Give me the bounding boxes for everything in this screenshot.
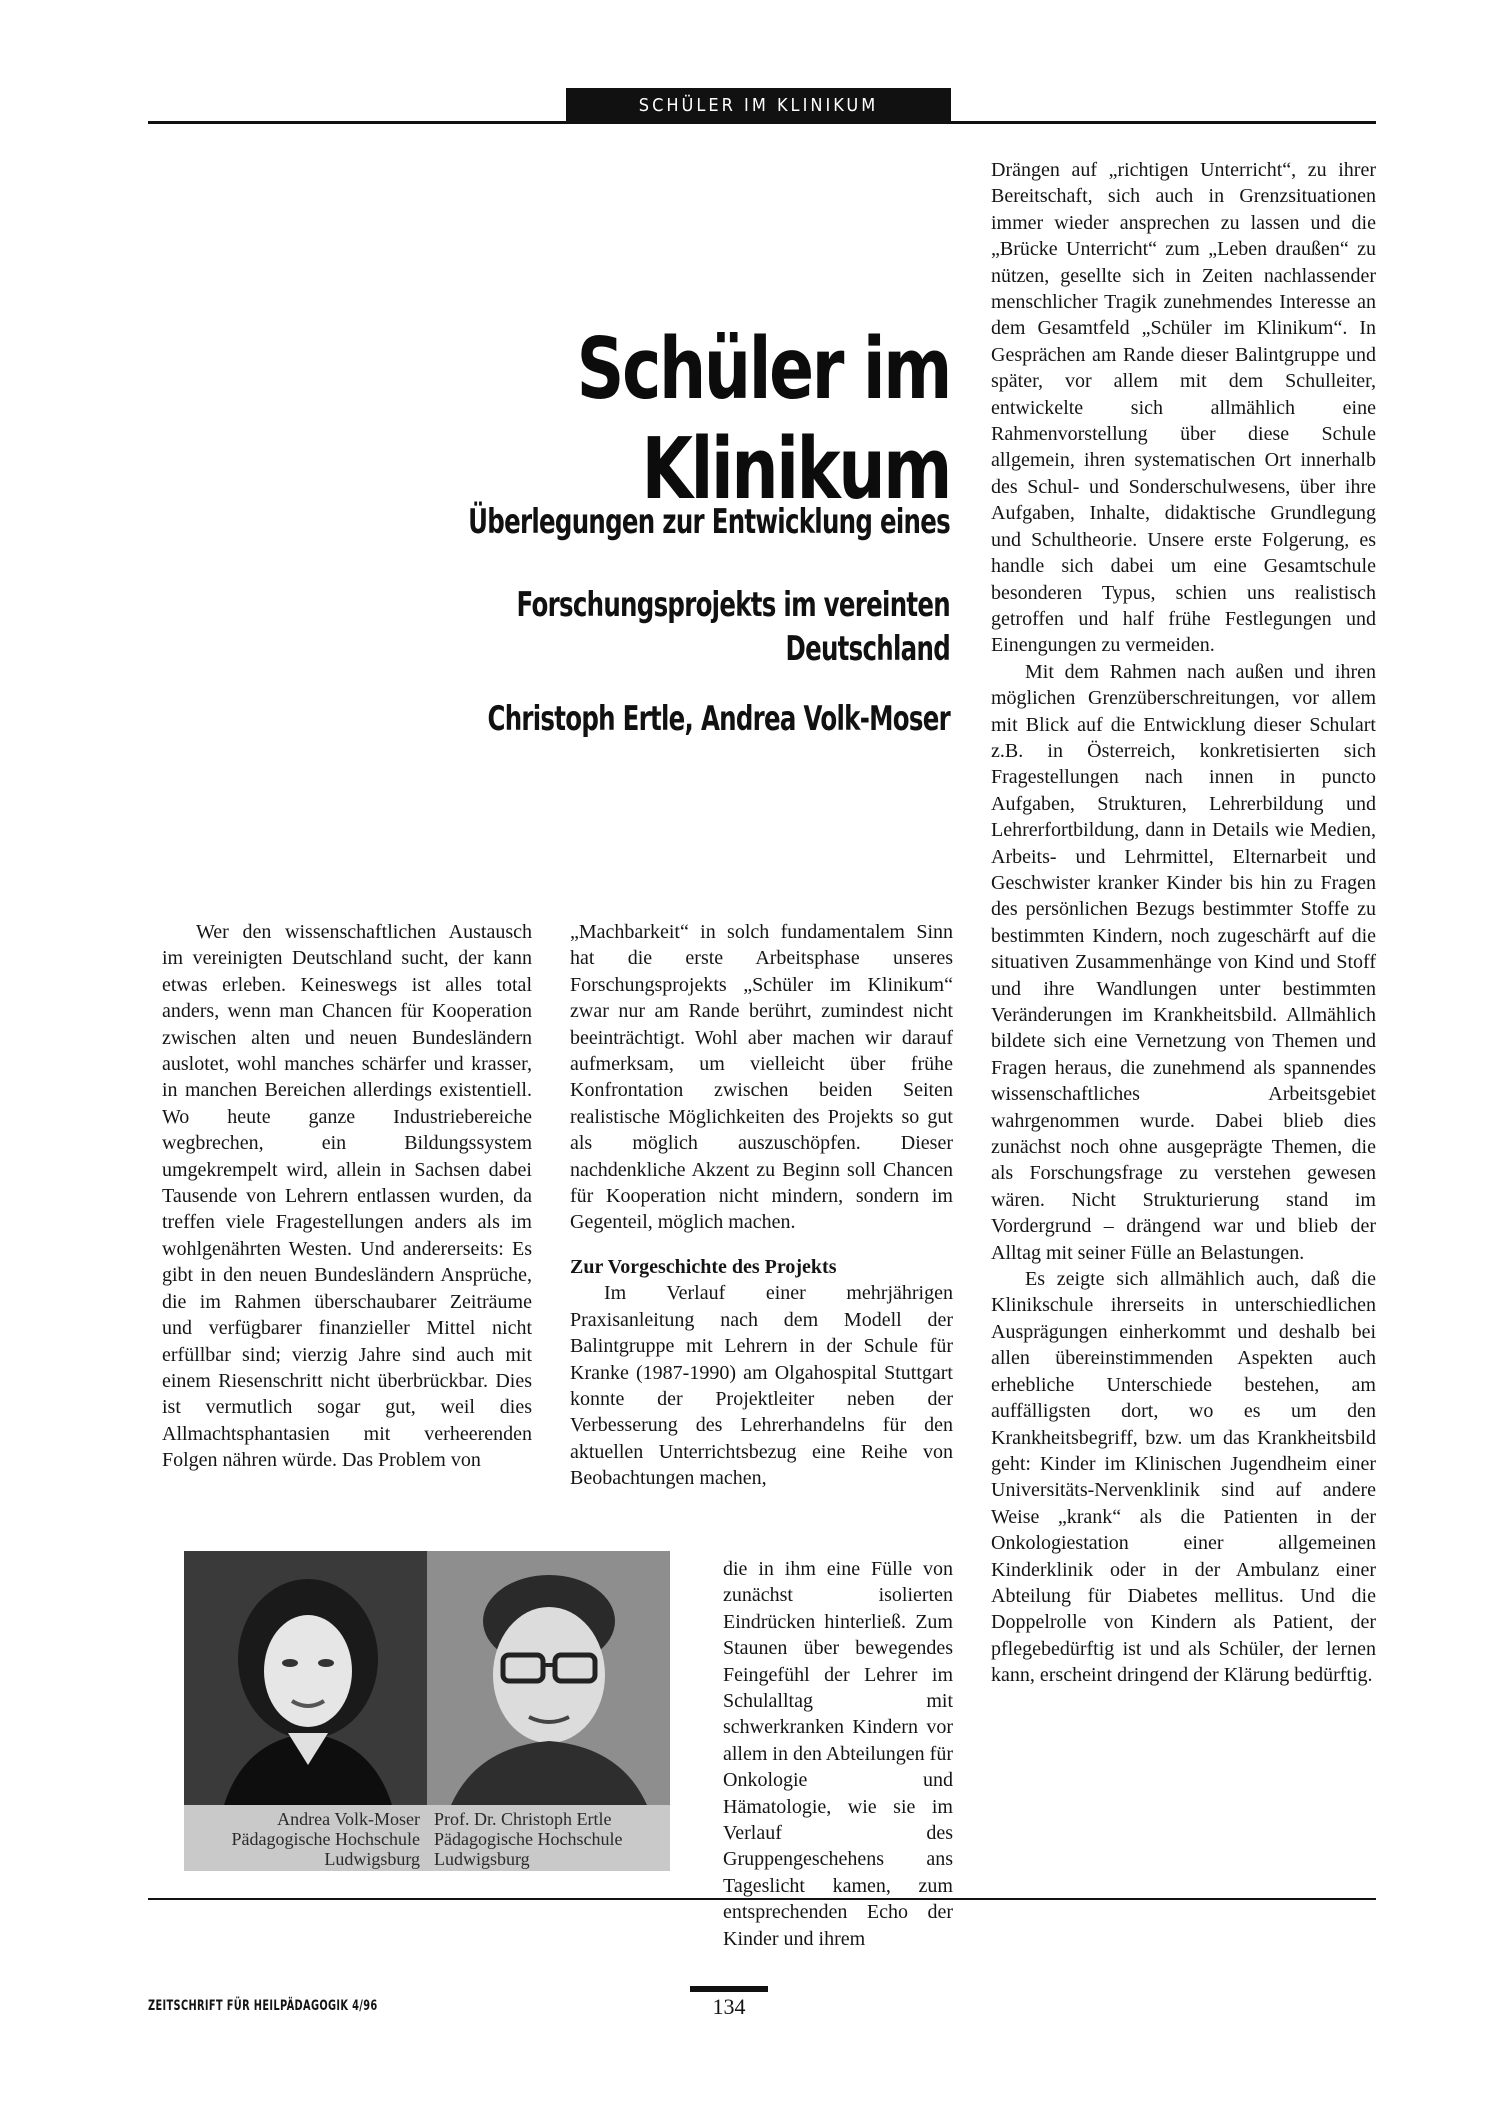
body-paragraph: Es zeigte sich allmählich auch, daß die Klinikschule ihrerseits in unterschiedlichen Ausprägungen einherkommt und deshalb bei allen übereinstimmenden Aspekten auch erhebliche Unterschiede bestehen, am auffälligsten dort, wo es um den Krankheitsbegriff, bzw. um das Krankheitsbild geht: Kinder im Klinischen Jugendheim einer Universitäts-Nervenklinik sind auf andere Weise „krank“ als die Patienten in der Onkologiestation einer allgemeinen Kinderklinik oder in der Ambulanz einer Abteilung für Diabetes mellitus. Und die Doppelrolle von Kindern als Patient, der pflegebedürftig ist und als Schüler, der lernen kann, erscheint dringend der Klärung bedürftig. — [991, 1268, 1376, 1687]
body-paragraph: Wer den wissenschaftlichen Austausch im vereinigten Deutschland sucht, der kann etwas erleben. Keineswegs ist alles total anders, wenn man Chancen für Kooperation zwischen alten und neuen Bundesländern auslotet, wohl manches schärfer und krasser, in manchen Bereichen allerdings existentiell. Wo heute ganze Industriebereiche wegbrechen, ein Bildungssystem umgekrempelt wird, allein in Sachsen dabei Tausende von Lehrern entlassen wurden, da treffen viele Fragestellungen anders als im wohlgenährten Westen. Und andererseits: Es gibt in den neuen Bundesländern Ansprüche, die im Rahmen überschaubarer Zeiträume und verfügbarer finanzieller Mittel nicht erfüllbar sind; vierzig Jahre sind auch mit einem Riesenschritt nicht überbrückbar. Dies ist vermutlich sogar gut, weil dies Allmachtsphantasien mit verheerenden Folgen nähren würde. Das Problem von — [162, 921, 532, 1472]
journal-name: ZEITSCHRIFT FÜR HEILPÄDAGOGIK 4/96 — [148, 1998, 378, 2014]
body-paragraph: „Machbarkeit“ in solch fundamentalem Sinn hat die erste Arbeitsphase unseres Forschungsprojekts „Schüler im Klinikum“ zwar nur am Rande berührt, zumindest nicht beeinträchtigt. Wohl aber machen wir darauf aufmerksam, um vielleicht über frühe Konfrontation zwischen beiden Seiten realistische Möglichkeiten des Projekts so gut als möglich auszuschöpfen. Dieser nachdenkliche Akzent zu Beginn soll Chancen für Kooperation nicht mindern, sondern im Gegenteil, möglich machen. — [570, 921, 953, 1234]
section-heading: Zur Vorgeschichte des Projekts — [570, 1255, 837, 1278]
photo-captions — [184, 1805, 670, 1871]
author-photos — [184, 1551, 670, 1871]
caption-name: Andrea Volk-Moser — [277, 1809, 420, 1829]
page-number: 134 — [712, 1994, 746, 2019]
page-number-bar — [690, 1986, 768, 1992]
body-column-left — [162, 919, 532, 1474]
author-photo-left — [184, 1551, 427, 1805]
photo-caption-left — [184, 1809, 420, 1869]
caption-institution: Pädagogische Hochschule — [231, 1829, 420, 1849]
header-rule — [148, 121, 1376, 124]
caption-institution: Pädagogische Hochschule — [434, 1829, 623, 1849]
article-subtitle-line-1: Überlegungen zur Entwicklung eines — [468, 502, 950, 542]
photo-caption-right — [434, 1809, 670, 1869]
body-column-middle — [570, 919, 953, 1492]
body-paragraph: die in ihm eine Fülle von zunächst isolierten Eindrücken hinterließ. Zum Staunen über bewegendes Feingefühl der Lehrer im Schulalltag mit schwerkranken Kindern vor allem in den Abteilungen für Onkologie und Hämatologie, wie sie im Verlauf des Gruppengeschehens ans Tageslicht kamen, zum entsprechenden Echo der Kinder und ihrem — [723, 1558, 953, 1950]
caption-name: Prof. Dr. Christoph Ertle — [434, 1809, 612, 1829]
article-subtitle-line-2: Forschungsprojekts im vereinten Deutschland — [516, 585, 950, 669]
body-paragraph: Drängen auf „richtigen Unterricht“, zu ihrer Bereitschaft, sich auch in Grenzsituationen immer wieder ansprechen zu lassen und die „Brücke Unterricht“ zum „Leben draußen“ zu nützen, gesellte sich in Zeiten nachlassender menschlicher Tragik zunehmendes Interesse an dem Gesamtfeld „Schüler im Klinikum“. In Gesprächen am Rande dieser Balintgruppe und später, vor allem mit dem Schulleiter, entwickelte sich allmählich eine Rahmenvorstellung über diese Schule allgemein, ihren systematischen Ort innerhalb des Schul- und Sonderschulwesens, über ihre Aufgaben, Inhalte, didaktische Grundlegung und Schultheorie. Unsere erste Folgerung, es handle sich dabei um eine Gesamtschule besonderen Typus, schien uns realistisch getroffen und half frühe Festlegungen und Einengungen zu vermeiden. — [991, 159, 1376, 657]
author-photo-right — [427, 1551, 670, 1805]
body-column-middle-narrow — [723, 1556, 953, 1952]
body-paragraph: Im Verlauf einer mehrjährigen Praxisanleitung nach dem Modell der Balintgruppe mit Lehrern in der Schule für Kranke (1987-1990) am Olgahospital Stuttgart konnte der Projektleiter neben der Verbesserung des Lehrerhandelns für den aktuellen Unterrichtsbezug eine Reihe von Beobachtungen machen, — [570, 1282, 953, 1490]
article-title: Schüler im Klinikum — [576, 320, 950, 519]
body-paragraph: Mit dem Rahmen nach außen und ihren möglichen Grenzüberschreitungen, vor allem mit Blick auf die Entwicklung dieser Schulart z.B. in Österreich, konkretisierten sich Fragestellungen nach innen in puncto Aufgaben, Strukturen, Lehrerbildung und Lehrerfortbildung, dann in Details wie Medien, Arbeits- und Lehrmittel, Elternarbeit und Geschwister kranker Kinder bis hin zu Fragen des persönlichen Bezugs bestimmter Stoffe zu bestimmten Kindern, noch zugeschärft auf die situativen Zusammenhänge von Kind und Stoff und ihre Wandlungen unter bestimmten Veränderungen im Krankheitsbild. Allmählich bildete sich eine Vernetzung von Themen und Fragen heraus, die zunehmend als spannendes wissenschaftliches Arbeitsgebiet wahrgenommen wurde. Dabei blieb dies zunächst noch ohne ausgeprägte Themen, die als Forschungsfrage zu verstehen gewesen wären. Nicht Strukturierung stand im Vordergrund – drängend war und blieb der Alltag mit seiner Fülle an Belastungen. — [991, 660, 1376, 1264]
caption-city: Ludwigsburg — [324, 1849, 420, 1869]
running-head: SCHÜLER IM KLINIKUM — [566, 88, 951, 124]
article-authors: Christoph Ertle, Andrea Volk-Moser — [487, 699, 950, 739]
caption-city: Ludwigsburg — [434, 1849, 530, 1869]
footer-rule — [148, 1898, 1376, 1900]
body-column-right — [991, 157, 1376, 1689]
